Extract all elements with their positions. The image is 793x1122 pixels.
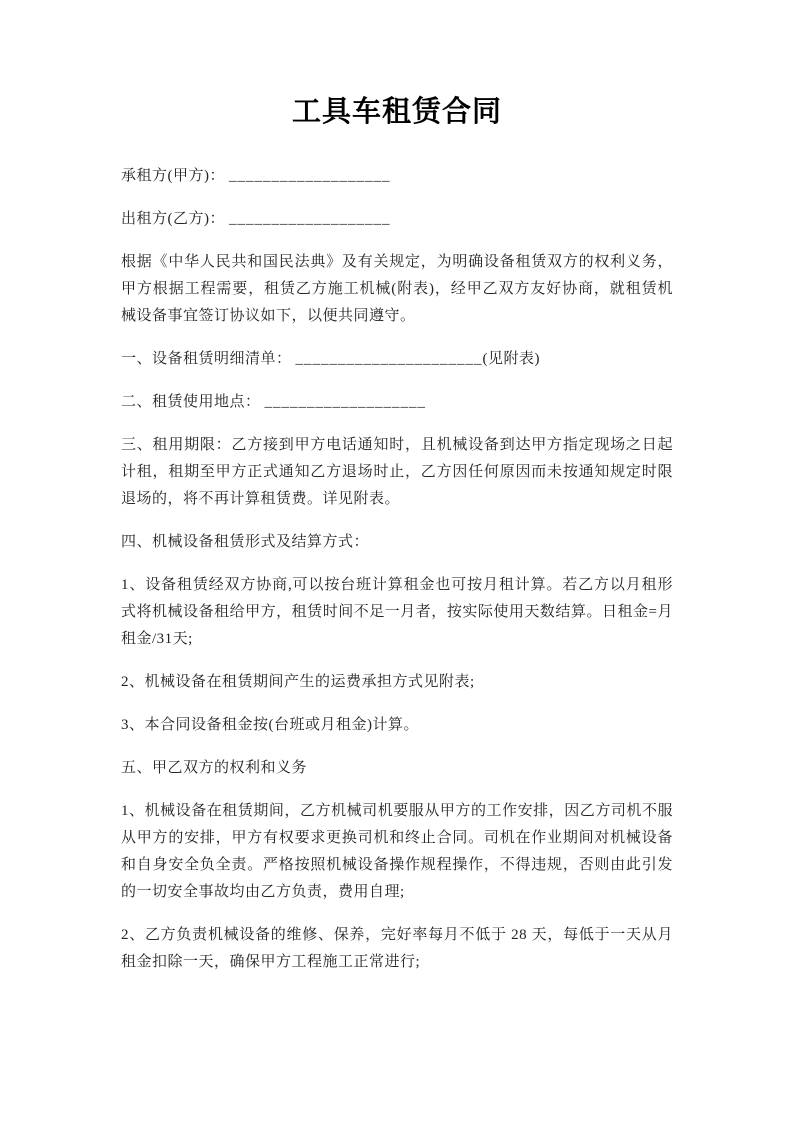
clause-2-location [121, 389, 673, 416]
clause-5-heading: 五、甲乙双方的权利和义务 [121, 760, 308, 776]
clause-4-item-1: 1、设备租赁经双方协商,可以按台班计算租金也可按月租计算。若乙方以月租形式将机械设备租给甲方，租赁时间不足一月者，按实际使用天数结算。日租金=月租金/31天; [121, 577, 673, 647]
clause-4-heading: 四、机械设备租赁形式及结算方式： [121, 534, 370, 550]
document-title: 工具车租赁合同 [291, 96, 502, 128]
clause-5-item-2: 2、乙方负责机械设备的维修、保养，完好率每月不低于 28 天，每低于一天从月租金扣除一天，确保甲方工程施工正常进行; [121, 927, 673, 970]
clause-1-blank: ______________________ [295, 351, 483, 367]
party-b-line [121, 206, 673, 233]
clause-4-item-3: 3、本合同设备租金按(台班或月租金)计算。 [121, 717, 419, 733]
clause-1-equipment-list [121, 346, 673, 373]
clause-5-item-1: 1、机械设备在租赁期间，乙方机械司机要服从甲方的工作安排，因乙方司机不服从甲方的安排，甲方有权要求更换司机和终止合同。司机在作业期间对机械设备和自身安全负全责。严格按照机械设备操作规程操作，不得违规，否则由此引发的一切安全事故均由乙方负责，费用自理; [121, 803, 673, 900]
clause-1-suffix: (见附表) [482, 351, 541, 367]
clause-4-item-2: 2、机械设备在租赁期间产生的运费承担方式见附表; [121, 674, 475, 690]
party-b-label: 出租方(乙方)： [121, 211, 225, 227]
preamble-paragraph: 根据《中华人民共和国民法典》及有关规定，为明确设备租赁双方的权利义务，甲方根据工程需要，租赁乙方施工机械(附表)，经甲乙双方友好协商，就租赁机械设备事宜签订协议如下，以便共同遵守。 [121, 254, 673, 324]
clause-3-rental-term: 三、租用期限：乙方接到甲方电话通知时，且机械设备到达甲方指定现场之日起计租，租期至甲方正式通知乙方退场时止，乙方因任何原因而未按通知规定时限退场的，将不再计算租赁费。详见附表。 [121, 437, 673, 507]
party-b-blank: ___________________ [229, 211, 391, 227]
clause-1-label: 一、设备租赁明细清单： [121, 351, 292, 367]
party-a-label: 承租方(甲方)： [121, 168, 225, 184]
party-a-blank: ___________________ [229, 168, 391, 184]
party-a-line [121, 163, 673, 190]
clause-2-blank: ___________________ [264, 394, 427, 410]
clause-2-label: 二、租赁使用地点： [121, 394, 261, 410]
